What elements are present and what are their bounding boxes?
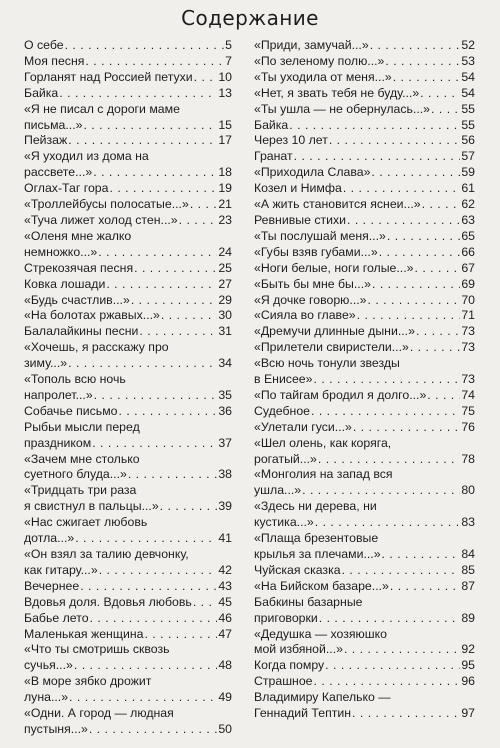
toc-entry-title-line: «Он взял за талию девчонку, [24,547,189,561]
toc-entry-title-line: «Туча лижет холод стен...» [24,212,178,227]
toc-page-number: 54 [461,69,475,84]
toc-entry-title-line: О себе [24,38,64,52]
dot-leader [65,38,225,54]
toc-entry-title-line: напролет...» [24,387,93,402]
toc-entry-title-line: праздником [24,435,92,450]
dot-leader [128,467,217,483]
toc-entry [254,261,475,277]
dot-leader [179,213,218,229]
toc-entry-title-line: «Тридцать три раза [24,483,137,498]
toc-page-number: 46 [218,610,232,625]
dot-leader [343,181,460,197]
toc-page-number: 41 [218,531,232,546]
dot-leader [311,404,460,420]
dot-leader [83,118,217,134]
toc-entry-title-line: «Что ты смотришь сквозь [24,642,170,657]
toc-entry [254,149,475,165]
dot-leader [68,133,217,149]
toc-entry [254,86,475,102]
dot-leader [352,706,460,722]
toc-entry-title-line: Владимиру Капелько — [254,690,391,705]
toc-page-number: 52 [461,38,475,52]
toc-entry [254,340,475,356]
toc-entry-title-line: пустыня...» [24,721,88,736]
toc-page-number: 59 [461,165,475,180]
toc-entry [24,420,232,452]
dot-leader [313,372,460,388]
toc-entry-title-line: «Приходила Слава» [254,165,371,180]
toc-page-number: 39 [218,499,232,514]
toc-entry-title-line: Байка [254,117,289,132]
toc-entry-title-line: Чуйская сказка [254,562,341,577]
dot-leader [314,674,461,690]
dot-leader [106,277,217,293]
dot-leader [99,563,218,579]
toc-entry-title-line: ушла...» [254,483,302,498]
dot-leader [329,133,460,149]
dot-leader [385,54,460,70]
dot-leader [90,611,218,627]
toc-page-number: 49 [218,690,232,705]
toc-entry [24,277,232,293]
dot-leader [161,308,217,324]
dot-leader [325,658,460,674]
toc-entry [254,563,475,579]
toc-page-number: 54 [461,85,475,100]
toc-entry-title-line: дотла...» [24,531,75,546]
dot-leader [119,404,218,420]
toc-page-number: 84 [461,547,475,561]
toc-entry [24,404,232,420]
toc-entry [254,324,475,340]
toc-entry-title-line: как гитару...» [24,562,98,577]
toc-page-number: 42 [218,562,232,577]
toc-entry [254,181,475,197]
toc-entry [24,595,232,611]
toc-entry-title-line: Рыбьи мысли перед [24,419,140,434]
toc-entry-title-line: Вдовья доля. Вдовья любовь [24,594,192,609]
toc-page-number: 73 [461,340,475,355]
dot-leader [93,165,217,181]
toc-entry-title-line: Собачье письмо [24,403,118,418]
toc-entry-title-line: сучья...» [24,658,73,673]
toc-entry-title-line: «Шел олень, как коряга, [254,435,392,450]
toc-entry-title-line: «Прилетели свиристели...» [254,340,409,355]
dot-leader [315,515,461,531]
dot-leader [144,627,217,643]
toc-entry [254,658,475,674]
toc-entry [254,467,475,499]
toc-page-number: 75 [461,403,475,418]
toc-entry-title-line: Байка [24,85,59,100]
toc-entry [254,404,475,420]
toc-page-number: 71 [461,308,475,323]
toc-entry [24,293,232,309]
toc-page-number: 56 [461,133,475,148]
toc-entry-title-line: рассвете...» [24,165,93,180]
dot-leader [353,420,460,436]
toc-entry [254,118,475,134]
toc-entry-title-line: «Нас сжигает любовь [24,515,148,530]
toc-page-number: 89 [461,610,475,625]
toc-entry-title-line: луна...» [24,690,69,705]
toc-entry [24,197,232,213]
toc-entry-title-line: Гранат [254,149,293,164]
toc-entry-title-line: рогатый...» [254,451,317,466]
dot-leader [139,324,217,340]
toc-entry [24,38,232,54]
dot-leader [422,197,461,213]
dot-leader [302,483,460,499]
toc-page-number: 7 [225,53,232,68]
toc-page-number: 74 [461,387,475,402]
toc-entry-title-line: «Монголия на запад вся [254,467,393,482]
toc-entry-title-line: я свистнул в пальцы...» [24,499,159,514]
toc-entry-title-line: немножко...» [24,244,98,259]
dot-leader [344,642,460,658]
dot-leader [74,658,217,674]
toc-entry-title-line: «Хочешь, я расскажу про [24,340,169,355]
toc-page-number: 48 [218,658,232,673]
toc-page-number: 63 [461,212,475,227]
toc-page-number: 97 [461,706,475,721]
toc-entry-title-line: приговорки [254,610,318,625]
toc-entry [254,579,475,595]
toc-entry-title-line: «Дремучи длинные дыни...» [254,324,415,339]
toc-entry-title-line: «Сияла во главе» [254,308,356,323]
toc-entry-title-line: «Оленя мне жалко [24,228,132,243]
toc-entry-title-line: Через 10 лет [254,133,328,148]
toc-entry-title-line: «Ты уходила от меня...» [254,69,392,84]
dot-leader [94,388,218,404]
toc-page-number: 34 [218,356,232,371]
dot-leader [382,547,461,563]
toc-entry [254,293,475,309]
toc-page-number: 38 [218,467,232,482]
toc-entry [254,213,475,229]
dot-leader [194,70,218,86]
toc-entry-title-line: Ковка лошади [24,276,106,291]
toc-entry [254,133,475,149]
toc-entry [24,54,232,70]
toc-entry [254,690,475,722]
toc-entry [24,324,232,340]
toc-entry [24,372,232,404]
dot-leader [370,38,461,54]
toc-page-number: 30 [218,308,232,323]
toc-page-number: 69 [461,276,475,291]
toc-entry-title-line: «Нет, я звать тебя не буду...» [254,85,420,100]
toc-entry-title-line: Бабкины базарные [254,594,363,609]
toc-entry-title-line: «Одни. А город — людная [24,706,174,721]
toc-page-number: 55 [461,101,475,116]
toc-page-number: 73 [461,372,475,387]
toc-entry [254,627,475,659]
toc-entry-title-line: Моя песня [24,53,85,68]
toc-entry-title-line: «Всю ночь тонули звезды [254,356,400,371]
toc-entry [24,261,232,277]
toc-entry [254,245,475,261]
toc-page-number: 62 [461,197,475,212]
toc-page-number: 29 [218,292,232,307]
toc-page-number: 31 [218,324,232,339]
toc-entry-title-line: Горланят над Россией петухи [24,69,193,84]
dot-leader [160,499,218,515]
toc-entry [24,149,232,181]
toc-page-number: 61 [461,181,475,196]
toc-entry [254,499,475,531]
toc-entry-title-line: Бабье лето [24,610,89,625]
toc-page-number: 43 [218,578,232,593]
toc-entry [24,133,232,149]
toc-entry [24,102,232,134]
dot-leader [89,722,217,738]
toc-entry-title-line: «На Бийском базаре...» [254,578,389,593]
toc-entry-title-line: «Быть бы мне бы...» [254,276,371,291]
toc-page-number: 10 [218,69,232,84]
toc-entry [254,531,475,563]
toc-page-number: 18 [218,165,232,180]
toc-entry-title-line: «Я уходил из дома на [24,149,149,164]
dot-leader [190,197,218,213]
toc-entry-title-line: «Я дочке говорю...» [254,292,367,307]
toc-page-number: 17 [218,133,232,148]
toc-entry-title-line: «Тополь всю ночь [24,372,126,387]
toc-page-number: 23 [218,212,232,227]
dot-leader [69,690,217,706]
toc-page-number: 83 [461,515,475,530]
toc-entry [254,277,475,293]
toc-entry [24,579,232,595]
dot-leader [193,595,217,611]
contents-column-right [254,38,475,722]
toc-entry-title-line: «Приди, замучай...» [254,38,369,52]
toc-page-number: 36 [218,403,232,418]
toc-page-number: 92 [461,642,475,657]
toc-entry-title-line: Козел и Нимфа [254,181,342,196]
toc-entry [254,165,475,181]
toc-entry [24,611,232,627]
toc-entry-title-line: Ревнивые стихи [254,212,346,227]
dot-leader [92,436,217,452]
toc-page-number: 27 [218,276,232,291]
toc-entry-title-line: Страшное [254,674,313,689]
dot-leader [318,452,460,468]
dot-leader [134,261,217,277]
toc-entry-title-line: Пейзаж [24,133,68,148]
toc-entry [24,308,232,324]
toc-page-number: 37 [218,435,232,450]
dot-leader [75,531,217,547]
toc-page-number: 95 [461,658,475,673]
toc-entry-title-line: в Енисее» [254,372,313,387]
toc-entry [24,483,232,515]
dot-leader [80,579,217,595]
dot-leader [68,356,217,372]
dot-leader [372,277,460,293]
toc-entry-title-line: «В море зябко дрожит [24,674,152,689]
toc-entry [24,674,232,706]
toc-entry [254,420,475,436]
toc-entry-title-line: «Я не писал с дороги маме [24,101,180,116]
toc-page-number: 24 [218,244,232,259]
toc-entry-title-line: суетного блуда...» [24,467,127,482]
dot-leader [131,293,218,309]
dot-leader [387,229,460,245]
toc-page-number: 76 [461,419,475,434]
toc-page-number: 13 [218,85,232,100]
dot-leader [85,54,224,70]
toc-entry-title-line: крылья за плечами...» [254,547,381,561]
toc-entry-title-line: «Губы взяв губами...» [254,244,378,259]
toc-entry-title-line: «Будь счастлив...» [24,292,130,307]
toc-entry [254,197,475,213]
dot-leader [109,181,217,197]
toc-page-number: 47 [218,626,232,641]
toc-entry-title-line: Вечернее [24,578,80,593]
toc-entry-title-line: «Здесь ни дерева, ни [254,499,377,514]
toc-page-number: 65 [461,228,475,243]
toc-page-number: 15 [218,117,232,132]
dot-leader [393,70,461,86]
toc-entry-title-line: Оглах-Таг гора [24,181,109,196]
dot-leader [371,165,460,181]
toc-entry [254,102,475,118]
toc-entry-title-line: «На болотах ржавых...» [24,308,160,323]
toc-page-number: 35 [218,387,232,402]
dot-leader [379,245,461,261]
toc-entry-title-line: мой избяной...» [254,642,343,657]
toc-page-number: 45 [218,594,232,609]
toc-entry [254,229,475,245]
toc-entry-title-line: Когда помру [254,658,325,673]
toc-entry [254,54,475,70]
toc-entry [24,229,232,261]
toc-entry [24,70,232,86]
toc-page-number: 19 [218,181,232,196]
toc-entry-title-line: письма...» [24,117,83,132]
toc-entry-title-line: «По тайгам бродил я долго...» [254,387,427,402]
dot-leader [410,340,460,356]
toc-entry [24,627,232,643]
dot-leader [294,149,461,165]
page-title: Содержание [181,6,319,30]
toc-entry [24,452,232,484]
dot-leader [414,261,460,277]
toc-entry [24,706,232,738]
toc-entry [24,515,232,547]
toc-entry [254,308,475,324]
toc-page-number: 78 [461,451,475,466]
toc-entry [254,38,475,54]
toc-entry-title-line: «А жить становится яснеи...» [254,197,421,212]
toc-entry-title-line: «По зеленому полю...» [254,53,385,68]
toc-page-number: 53 [461,53,475,68]
dot-leader [98,245,217,261]
toc-entry [254,595,475,627]
toc-entry-title-line: «Плаща брезентовые [254,531,379,546]
toc-entry [254,70,475,86]
dot-leader [368,293,461,309]
dot-leader [390,579,460,595]
toc-page-number: 50 [218,721,232,736]
toc-entry-title-line: Стрекозячая песня [24,260,134,275]
toc-entry [24,181,232,197]
toc-page-number: 57 [461,149,475,164]
toc-page-number: 80 [461,483,475,498]
toc-entry [24,642,232,674]
toc-page-number: 70 [461,292,475,307]
toc-entry-title-line: «Ноги белые, ноги голые...» [254,260,414,275]
toc-page-number: 73 [461,324,475,339]
dot-leader [427,388,460,404]
toc-entry [24,213,232,229]
toc-entry [254,356,475,388]
dot-leader [431,102,460,118]
toc-entry [24,86,232,102]
toc-page-number: 55 [461,117,475,132]
dot-leader [319,611,461,627]
dot-leader [416,324,460,340]
toc-entry-title-line: зиму...» [24,356,68,371]
toc-page-number: 67 [461,260,475,275]
dot-leader [289,118,460,134]
toc-entry-title-line: Маленькая женщина [24,626,144,641]
toc-entry [254,388,475,404]
toc-page-number: 21 [218,197,232,212]
toc-entry-title-line: Судебное [254,403,311,418]
toc-entry [24,547,232,579]
toc-entry-title-line: «Троллейбусы полосатые...» [24,197,189,212]
toc-entry-title-line: «Дедушка — хозяюшко [254,626,387,641]
toc-page-number: 87 [461,578,475,593]
toc-page-number: 25 [218,260,232,275]
toc-entry-title-line: «Ты ушла — не обернулась...» [254,101,431,116]
dot-leader [59,86,217,102]
toc-entry-title-line: кустика...» [254,515,314,530]
toc-page-number: 66 [461,244,475,259]
dot-leader [342,563,461,579]
toc-entry [24,340,232,372]
toc-entry-title-line: «Зачем мне столько [24,451,140,466]
toc-entry-title-line: Балалайкины песни [24,324,139,339]
toc-entry-title-line: «Ты послушай меня...» [254,228,386,243]
dot-leader [357,308,461,324]
contents-column-left [24,38,232,738]
toc-entry-title-line: «Улетали гуси...» [254,419,352,434]
toc-page-number: 5 [225,38,232,52]
dot-leader [420,86,460,102]
toc-page-number: 96 [461,674,475,689]
toc-page-number: 85 [461,562,475,577]
toc-entry [254,674,475,690]
dot-leader [347,213,460,229]
toc-entry [254,436,475,468]
toc-entry-title-line: Геннадий Тептин [254,706,352,721]
